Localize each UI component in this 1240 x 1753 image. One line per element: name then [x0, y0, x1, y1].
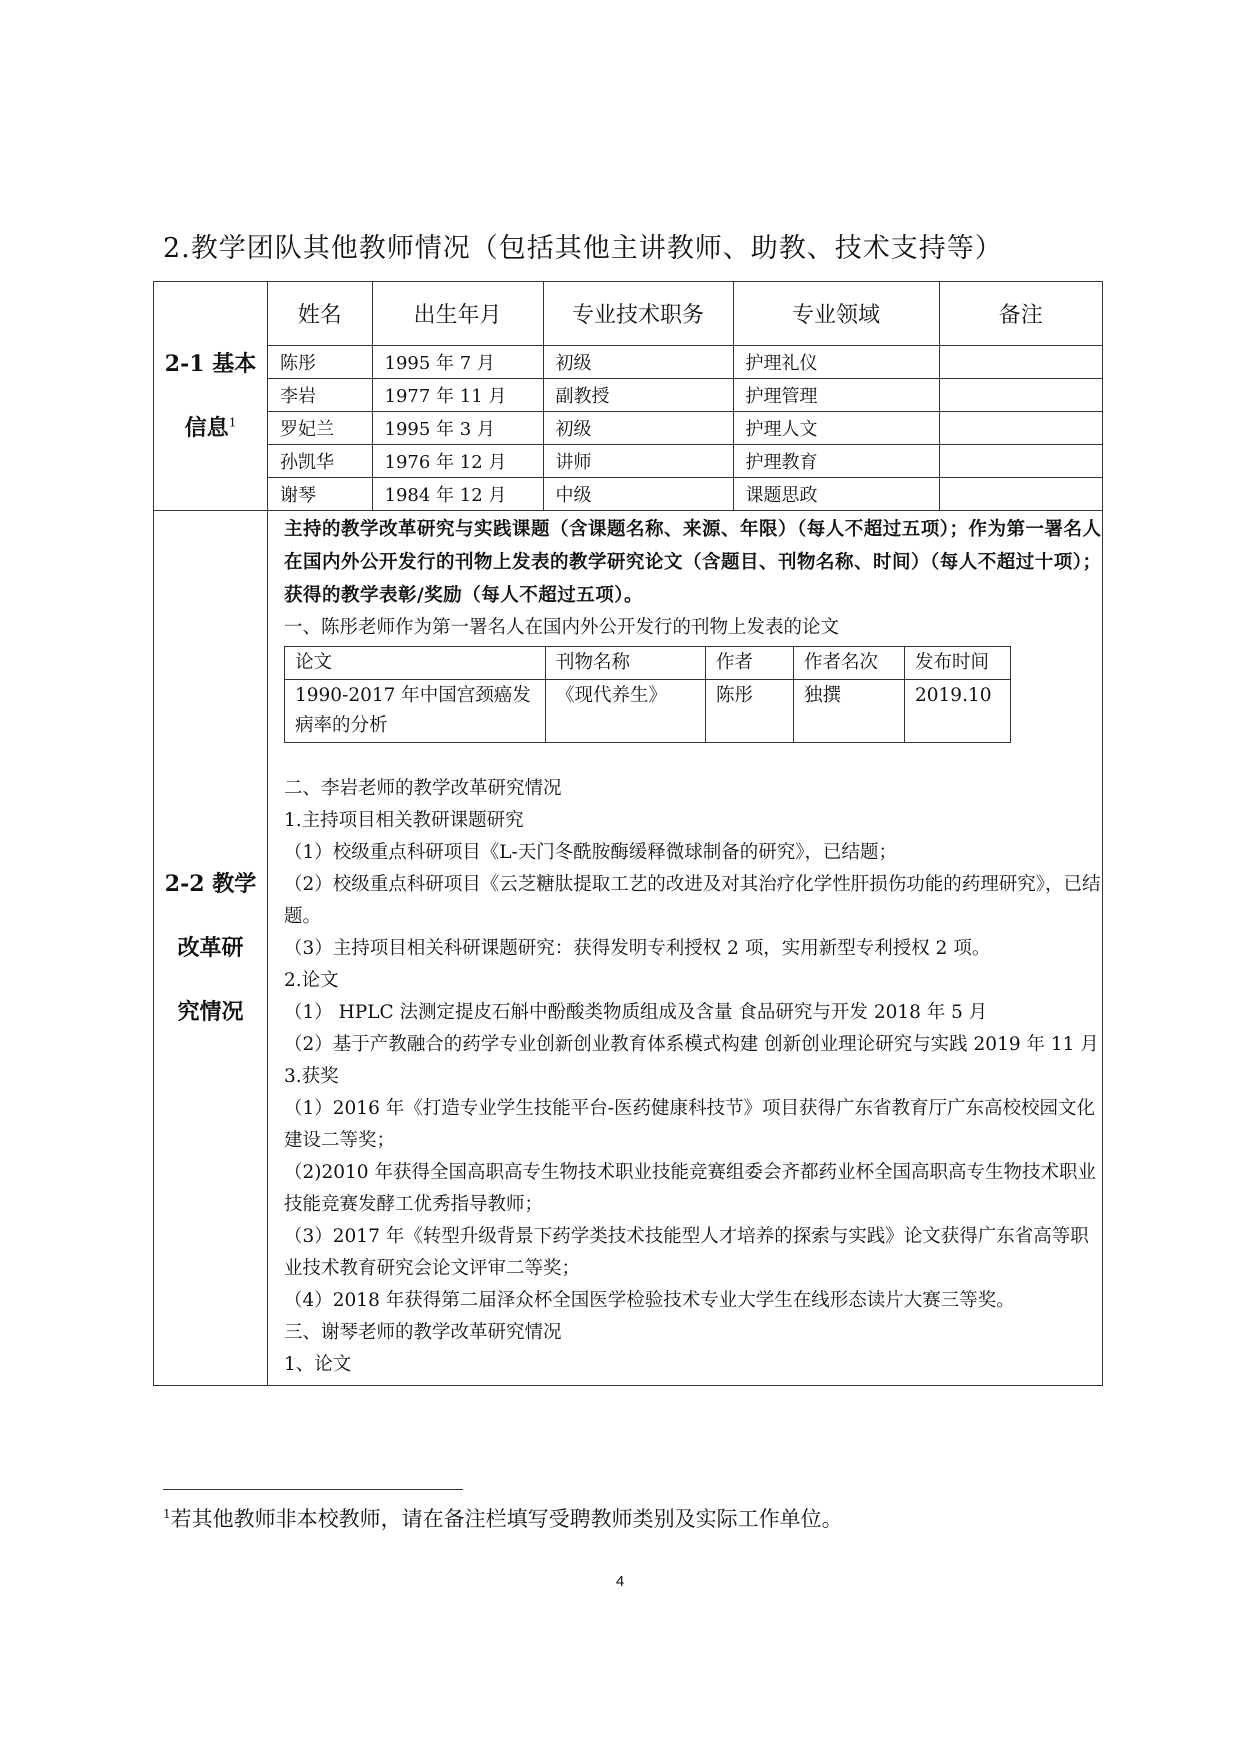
paper-author: 陈彤: [706, 680, 794, 743]
teacher-info-table: [153, 281, 1103, 1386]
cell-field: 课题思政: [733, 478, 939, 511]
cell-birth: 1984 年 12 月: [372, 478, 543, 511]
cell-name: 罗妃兰: [268, 412, 372, 445]
header-remark: 备注: [939, 282, 1102, 346]
xie-heading: 三、谢琴老师的教学改革研究情况: [284, 1322, 562, 1343]
xie-subheading-papers: 1、论文: [284, 1354, 352, 1375]
section-heading: 2.教学团队其他教师情况（包括其他主讲教师、助教、技术支持等）: [163, 233, 1003, 264]
cell-title: 初级: [543, 412, 733, 445]
table-row: [268, 346, 1102, 379]
cell-title: 副教授: [543, 379, 733, 412]
cell-remark: [939, 445, 1102, 478]
paper-title: 1990-2017 年中国宫颈癌发病率的分析: [285, 680, 546, 743]
paper-header-row: [285, 647, 1011, 680]
li-subheading-awards: 3.获奖: [284, 1066, 339, 1087]
footnote-ref: 1: [228, 415, 237, 430]
paper-header-rank: 作者名次: [794, 647, 905, 680]
paper-rank: 独撰: [794, 680, 905, 743]
reform-label-line2: 改革研: [177, 935, 244, 961]
page-number: 4: [615, 1573, 625, 1590]
cell-field: 护理教育: [733, 445, 939, 478]
footnote-divider: [163, 1489, 463, 1490]
reform-label-line3: 究情况: [177, 999, 244, 1025]
cell-birth: 1976 年 12 月: [372, 445, 543, 478]
list-item: （1）校级重点科研项目《L-天门冬酰胺酶缓释微球制备的研究》，已结题；: [284, 842, 898, 863]
paper-header-date: 发布时间: [905, 647, 1011, 680]
header-name: 姓名: [268, 282, 372, 346]
paper-date: 2019.10: [905, 680, 1011, 743]
cell-name: 孙凯华: [268, 445, 372, 478]
basic-info-header-row: [268, 282, 1102, 346]
li-subheading-papers: 2.论文: [284, 970, 339, 991]
reform-label-line1: 2-2 教学: [164, 871, 257, 897]
requirement-text: 主持的教学改革研究与实践课题（含课题名称、来源、年限）（每人不超过五项）；作为第一署名人在国内外公开发行的刊物上发表的教学研究论文（含题目、刊物名称、时间）（每人不超过十项）；获得的教学表彰/奖励（每人不超过五项）。: [284, 519, 1102, 606]
paper-journal: 《现代养生》: [546, 680, 706, 743]
basic-info-label-line2: 信息: [184, 415, 229, 441]
header-field: 专业领域: [733, 282, 939, 346]
footnote-text: 若其他教师非本校教师，请在备注栏填写受聘教师类别及实际工作单位。: [170, 1507, 843, 1531]
table-row: [268, 379, 1102, 412]
list-item: （1）2016 年《打造专业学生技能平台-医药健康科技节》项目获得广东省教育厅广东高校校园文化建设二等奖；: [284, 1098, 1095, 1151]
cell-title: 初级: [543, 346, 733, 379]
list-item: （3）主持项目相关科研课题研究：获得发明专利授权 2 项，实用新型专利授权 2 项。: [284, 938, 991, 959]
table-row: [268, 445, 1102, 478]
basic-info-section: [154, 282, 1103, 511]
footnote-mark: 1: [163, 1507, 171, 1521]
table-row: [285, 680, 1011, 743]
list-item: （2)2010 年获得全国高职高专生物技术职业技能竞赛组委会齐都药业杯全国高职高专生物技术职业技能竞赛发酵工优秀指导教师；: [284, 1162, 1096, 1215]
list-item: （4）2018 年获得第二届泽众杯全国医学检验技术专业大学生在线形态读片大赛三等奖。: [284, 1290, 1015, 1311]
li-subheading-projects: 1.主持项目相关教研课题研究: [284, 810, 524, 831]
cell-field: 护理管理: [733, 379, 939, 412]
paper-table: [284, 646, 1011, 743]
reform-section: [154, 511, 1103, 1386]
li-heading: 二、李岩老师的教学改革研究情况: [284, 778, 562, 799]
cell-field: 护理人文: [733, 412, 939, 445]
list-item: （3）2017 年《转型升级背景下药学类技术技能型人才培养的探索与实践》论文获得广东省高等职业技术教育研究会论文评审二等奖；: [284, 1226, 1089, 1279]
cell-birth: 1995 年 7 月: [372, 346, 543, 379]
paper-header-journal: 刊物名称: [546, 647, 706, 680]
paper-header-title: 论文: [285, 647, 546, 680]
paper-header-author: 作者: [706, 647, 794, 680]
cell-name: 陈彤: [268, 346, 372, 379]
table-row: [268, 478, 1102, 511]
header-birth: 出生年月: [372, 282, 543, 346]
list-item: （2）基于产教融合的药学专业创新创业教育体系模式构建 创新创业理论研究与实践 2019 年 11 月: [284, 1034, 1099, 1055]
cell-birth: 1995 年 3 月: [372, 412, 543, 445]
table-row: [268, 412, 1102, 445]
cell-title: 讲师: [543, 445, 733, 478]
reform-label: [154, 511, 268, 1386]
cell-birth: 1977 年 11 月: [372, 379, 543, 412]
chen-intro: 一、陈彤老师作为第一署名人在国内外公开发行的刊物上发表的论文: [284, 617, 840, 638]
cell-title: 中级: [543, 478, 733, 511]
cell-name: 李岩: [268, 379, 372, 412]
reform-content: [268, 511, 1103, 1386]
cell-remark: [939, 379, 1102, 412]
header-title: 专业技术职务: [543, 282, 733, 346]
cell-field: 护理礼仪: [733, 346, 939, 379]
list-item: （2）校级重点科研项目《云芝糖肽提取工艺的改进及对其治疗化学性肝损伤功能的药理研究》，已结题。: [284, 874, 1101, 927]
list-item: （1） HPLC 法测定提皮石斛中酚酸类物质组成及含量 食品研究与开发 2018 年 5 月: [284, 1002, 988, 1023]
cell-name: 谢琴: [268, 478, 372, 511]
cell-remark: [939, 412, 1102, 445]
cell-remark: [939, 346, 1102, 379]
footnote: [163, 1503, 843, 1533]
cell-remark: [939, 478, 1102, 511]
basic-info-grid: [268, 282, 1102, 510]
basic-info-label-line1: 2-1 基本: [164, 351, 257, 377]
basic-info-label: [154, 282, 268, 511]
